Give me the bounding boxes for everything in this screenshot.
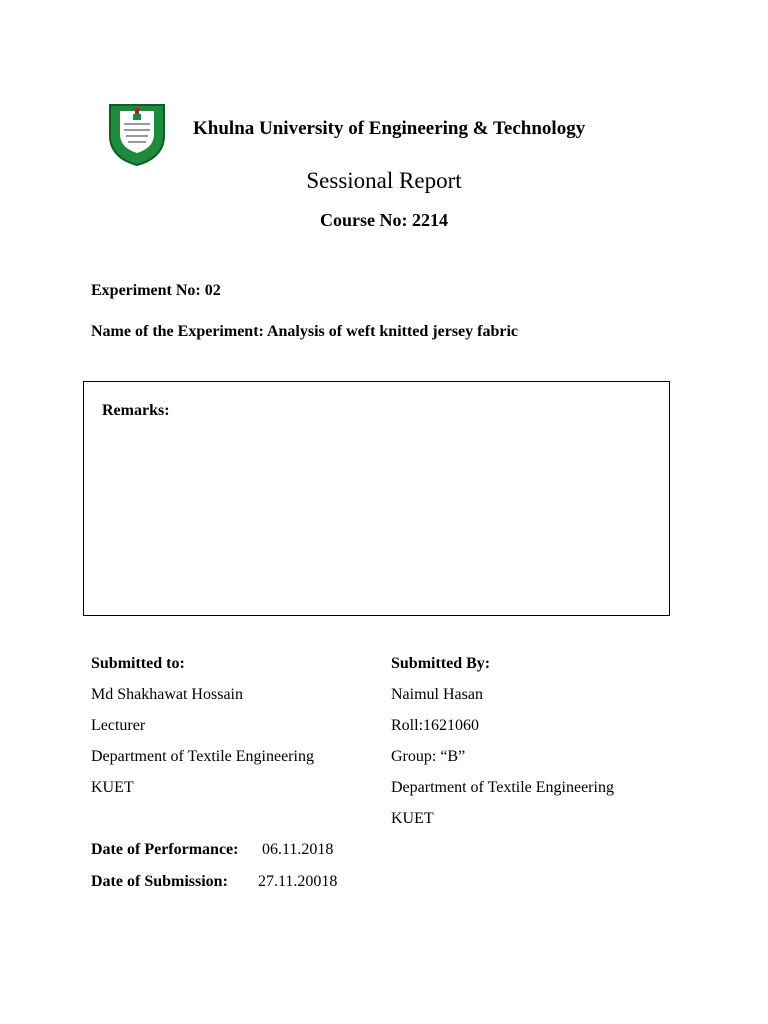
performance-date-label: Date of Performance: (91, 841, 239, 858)
report-title: Sessional Report (306, 168, 462, 193)
experiment-number: Experiment No: 02 (91, 282, 221, 299)
submission-date-label: Date of Submission: (91, 873, 228, 890)
submitted-to-name: Md Shakhawat Hossain (91, 686, 243, 703)
course-label: Course No: (320, 210, 408, 230)
submitted-by-roll: Roll:1621060 (391, 717, 480, 734)
submitted-by-heading: Submitted By: (391, 655, 491, 672)
remarks-box (83, 381, 670, 616)
submitted-by-group: Group: “B” (391, 748, 466, 765)
performance-date-value: 06.11.2018 (262, 841, 334, 858)
university-logo (106, 102, 168, 166)
submitted-to-title: Lecturer (91, 717, 146, 734)
submitted-to-heading: Submitted to: (91, 655, 185, 672)
submitted-by-institution: KUET (391, 810, 434, 827)
remarks-label: Remarks: (102, 402, 170, 419)
course-line (0, 210, 768, 231)
university-name: Khulna University of Engineering & Technology (193, 118, 586, 139)
course-number: 2214 (412, 210, 448, 230)
submitted-by-department: Department of Textile Engineering (391, 779, 614, 796)
crest-icon (106, 102, 168, 166)
submitted-to-institution: KUET (91, 779, 134, 796)
submission-date-value: 27.11.20018 (258, 873, 338, 890)
submitted-to-department: Department of Textile Engineering (91, 748, 314, 765)
experiment-name: Name of the Experiment: Analysis of weft knitted jersey fabric (91, 323, 519, 340)
submitted-by-name: Naimul Hasan (391, 686, 483, 703)
